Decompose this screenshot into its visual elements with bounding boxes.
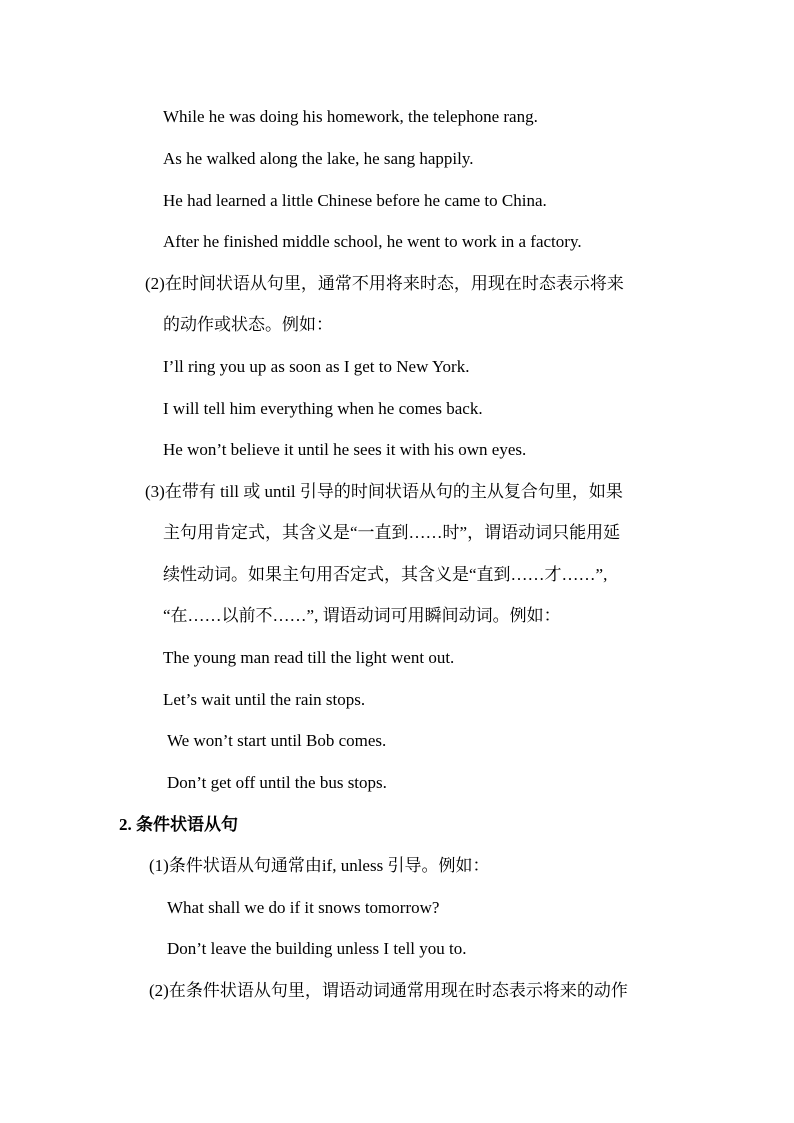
section-heading: 2. 条件状语从句 [119, 815, 238, 834]
rule-paragraph-line: (2)在时间状语从句里，通常不用将来时态，用现在时态表示将来 [145, 274, 624, 293]
rule-paragraph-line: (2)在条件状语从句里，谓语动词通常用现在时态表示将来的动作 [149, 981, 628, 1000]
example-sentence: As he walked along the lake, he sang happily. [163, 149, 474, 168]
rule-paragraph-line: 的动作或状态。例如： [163, 315, 333, 334]
example-sentence: While he was doing his homework, the telephone rang. [163, 107, 538, 126]
rule-paragraph-line: “在……以前不……”, 谓语动词可用瞬间动词。例如： [163, 606, 561, 625]
rule-paragraph-line: 主句用肯定式，其含义是“一直到……时”，谓语动词只能用延 [163, 523, 621, 542]
example-sentence: Don’t get off until the bus stops. [167, 773, 387, 792]
example-sentence: Don’t leave the building unless I tell you to. [167, 939, 467, 958]
example-sentence: Let’s wait until the rain stops. [163, 690, 366, 709]
example-sentence: I’ll ring you up as soon as I get to New York. [163, 357, 470, 376]
rule-paragraph-line: 续性动词。如果主句用否定式，其含义是“直到……才……”, [163, 565, 608, 584]
rule-paragraph-line: (3)在带有 till 或 until 引导的时间状语从句的主从复合句里，如果 [145, 482, 623, 501]
example-sentence: The young man read till the light went out. [163, 648, 455, 667]
example-sentence: I will tell him everything when he comes back. [163, 399, 483, 418]
example-sentence: We won’t start until Bob comes. [167, 731, 387, 750]
example-sentence: He had learned a little Chinese before he came to China. [163, 191, 547, 210]
rule-paragraph-line: (1)条件状语从句通常由if, unless 引导。例如： [149, 856, 490, 875]
example-sentence: After he finished middle school, he went to work in a factory. [163, 232, 582, 251]
example-sentence: He won’t believe it until he sees it with his own eyes. [163, 440, 527, 459]
example-sentence: What shall we do if it snows tomorrow? [167, 898, 440, 917]
